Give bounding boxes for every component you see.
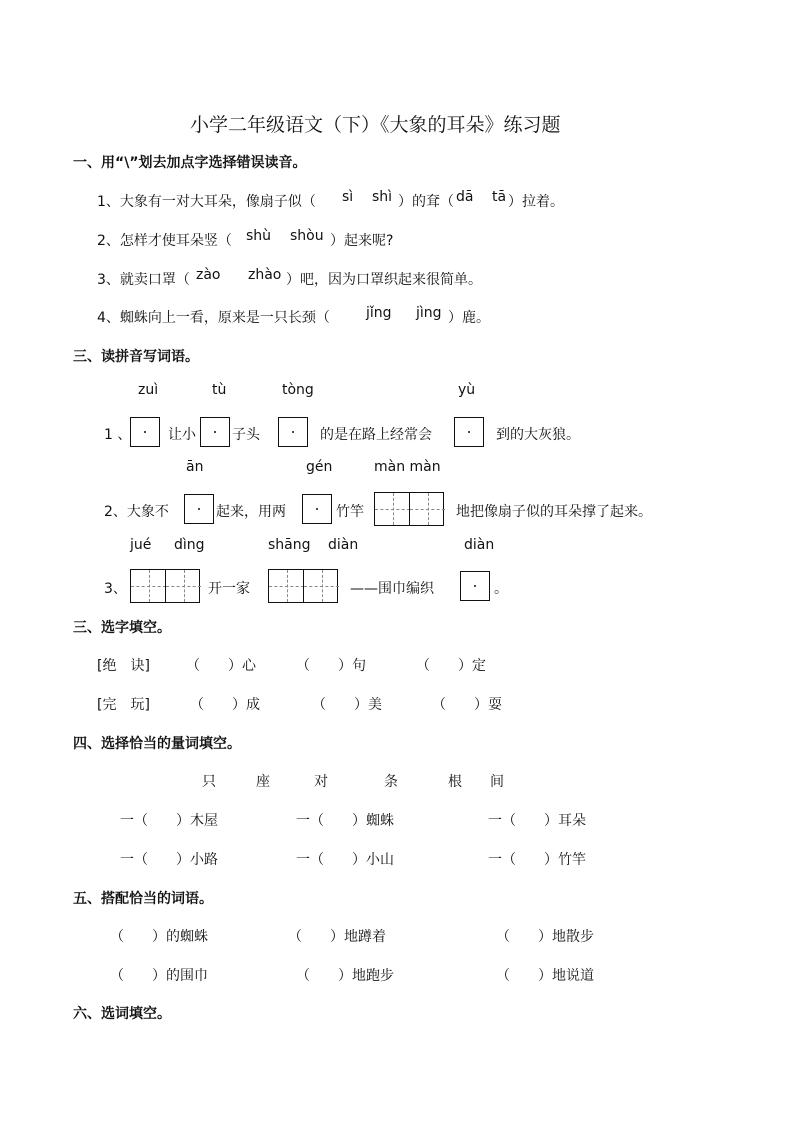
- section-6-heading: 六、选词填空。: [73, 1006, 171, 1022]
- s1-q2-before: 2、怎样才使耳朵竖（: [97, 233, 232, 249]
- s2-r1-text-3: 的是在路上经常会: [320, 427, 432, 443]
- section-4-heading: 四、选择恰当的量词填空。: [73, 736, 241, 752]
- s3-row1-label: [绝 诀]: [97, 658, 150, 674]
- s2-r2-pinyin-3: màn màn: [374, 459, 441, 475]
- s3-row2-c: （ ）耍: [432, 697, 502, 713]
- s1-q1-pinyin-2: shì: [372, 189, 393, 205]
- s3-row2-a: （ ）成: [190, 697, 260, 713]
- s1-q1-pinyin-3: dā: [456, 189, 474, 205]
- double-char-grid[interactable]: [374, 492, 444, 526]
- s2-r1-text-2: 子头: [232, 427, 260, 443]
- s5-row2-item: （ ）的围巾: [110, 968, 208, 984]
- s2-r3-text-1: 3、: [104, 581, 127, 597]
- measure-word: 座: [256, 774, 270, 790]
- s1-q3-pinyin-2: zhào: [248, 267, 282, 283]
- s2-r1-pinyin-3: tòng: [282, 382, 314, 398]
- s1-q3-pinyin-1: zào: [196, 267, 221, 283]
- section-5-heading: 五、搭配恰当的词语。: [73, 891, 213, 907]
- measure-word: 条: [384, 774, 398, 790]
- s1-q1-pinyin-4: tā: [492, 189, 507, 205]
- s5-row2-item: （ ）地跑步: [296, 968, 394, 984]
- s2-r2-text-1: 2、大象不: [104, 504, 169, 520]
- s3-row2-label: [完 玩]: [97, 697, 150, 713]
- s1-q4-end: ）鹿。: [448, 310, 490, 326]
- char-box[interactable]: [278, 417, 308, 447]
- s2-r1-text-4: 到的大灰狼。: [496, 427, 580, 443]
- char-box[interactable]: [302, 494, 332, 524]
- s2-r2-text-3: 竹竿: [336, 504, 364, 520]
- s1-q4-before: 4、蜘蛛向上一看，原来是一只长颈（: [97, 310, 330, 326]
- s5-row2-item: （ ）地说道: [496, 968, 594, 984]
- s1-q4-pinyin-2: jìng: [416, 305, 442, 321]
- s4-row1-item: 一（ ）木屋: [120, 813, 218, 829]
- s5-row1-item: （ ）地蹲着: [288, 929, 386, 945]
- s3-row1-a: （ ）心: [186, 658, 256, 674]
- s3-row1-c: （ ）定: [416, 658, 486, 674]
- char-box[interactable]: [130, 417, 160, 447]
- page-title: 小学二年级语文（下）《大象的耳朵》练习题: [190, 114, 561, 136]
- s1-q3-before: 3、就卖口罩（: [97, 272, 190, 288]
- s1-q1-pinyin-1: sì: [342, 189, 354, 205]
- s1-q2-pinyin-2: shòu: [290, 228, 324, 244]
- s1-q1-mid: ）的耷（: [398, 194, 454, 210]
- s1-q4-pinyin-1: jǐng: [366, 305, 392, 321]
- measure-word: 对: [314, 774, 328, 790]
- char-box[interactable]: [454, 417, 484, 447]
- s2-r3-text-2: 开一家: [208, 581, 250, 597]
- double-char-grid[interactable]: [268, 569, 338, 603]
- s2-r1-pinyin-1: zuì: [138, 382, 159, 398]
- s4-row2-item: 一（ ）竹竿: [488, 852, 586, 868]
- s2-r2-pinyin-1: ān: [186, 459, 204, 475]
- s2-r2-pinyin-2: gén: [306, 459, 333, 475]
- s1-q1-end: ）拉着。: [508, 194, 564, 210]
- s2-r1-text-1: 让小: [168, 427, 196, 443]
- s4-row1-item: 一（ ）耳朵: [488, 813, 586, 829]
- s4-row2-item: 一（ ）小山: [296, 852, 394, 868]
- s2-r3-text-4: 。: [494, 581, 508, 597]
- measure-word: 间: [490, 774, 504, 790]
- s3-row1-b: （ ）句: [296, 658, 366, 674]
- section-1-heading: 一、用“\”划去加点字选择错误读音。: [73, 155, 307, 171]
- s2-r2-text-4: 地把像扇子似的耳朵撑了起来。: [456, 504, 652, 520]
- char-box[interactable]: [200, 417, 230, 447]
- measure-word: 只: [202, 774, 216, 790]
- s3-row2-b: （ ）美: [312, 697, 382, 713]
- s1-q1-before: 1、大象有一对大耳朵，像扇子似（: [97, 194, 316, 210]
- s2-r3-pinyin-2: dìng: [174, 537, 205, 553]
- s2-r1-number: 1 、: [104, 427, 132, 443]
- s2-r3-pinyin-1: jué: [130, 537, 152, 553]
- double-char-grid[interactable]: [130, 569, 200, 603]
- s1-q2-pinyin-1: shù: [246, 228, 272, 244]
- char-box[interactable]: [460, 571, 490, 601]
- s1-q2-end: ）起来呢?: [330, 233, 394, 249]
- char-box[interactable]: [184, 494, 214, 524]
- s1-q3-end: ）吧，因为口罩织起来很简单。: [286, 272, 482, 288]
- s2-r3-pinyin-5: diàn: [464, 537, 495, 553]
- s2-r3-pinyin-4: diàn: [328, 537, 359, 553]
- s4-row1-item: 一（ ）蜘蛛: [296, 813, 394, 829]
- s2-r1-pinyin-2: tù: [212, 382, 227, 398]
- s2-r1-pinyin-4: yù: [458, 382, 476, 398]
- section-3-heading: 三、选字填空。: [73, 620, 171, 636]
- section-2-heading: 三、读拼音写词语。: [73, 349, 199, 365]
- s2-r3-pinyin-3: shāng: [268, 537, 311, 553]
- s2-r3-text-3: ——围巾编织: [350, 581, 434, 597]
- s4-row2-item: 一（ ）小路: [120, 852, 218, 868]
- s5-row1-item: （ ）地散步: [496, 929, 594, 945]
- s5-row1-item: （ ）的蜘蛛: [110, 929, 208, 945]
- s2-r2-text-2: 起来，用两: [216, 504, 286, 520]
- measure-word: 根: [448, 774, 462, 790]
